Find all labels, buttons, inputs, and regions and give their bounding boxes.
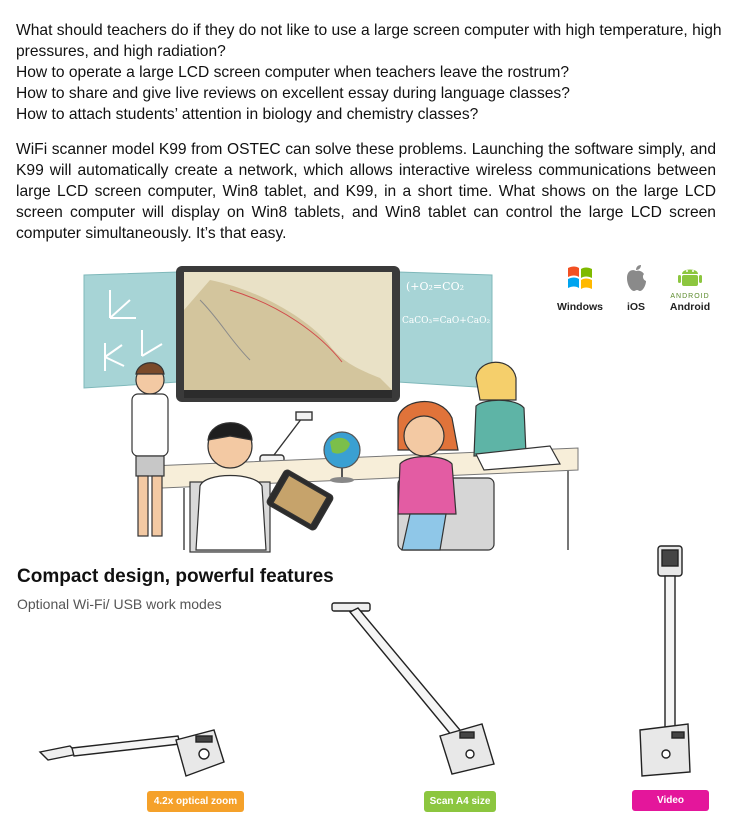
- intro-line: How to operate a large LCD screen computer when teachers leave the rostrum?: [16, 64, 569, 81]
- os-ios: [612, 262, 660, 313]
- os-label: Android: [669, 301, 711, 313]
- product-description: WiFi scanner model K99 from OSTEC can solve these problems. Launching the software simply, and K99 will automatically create a network, which allows interactive wireless communications between large LCD screen computer, Win8 tablet, and K99, in a short time. What shows on the large LCD screen computer will display on Win8 tablets, and Win8 tablet can control the large LCD screen computer simultaneously. It’s that easy.: [16, 141, 716, 242]
- feature-badge: Video: [632, 790, 709, 811]
- teacher-seated: [190, 423, 334, 552]
- os-support: [556, 262, 716, 314]
- formula-1: (+O₂=CO₂: [406, 280, 464, 293]
- os-android: [666, 262, 714, 313]
- windows-icon: [564, 262, 596, 294]
- intro-line: What should teachers do if they do not like to use a large screen computer with high temperature, high pressures, and high radiation?: [16, 22, 722, 60]
- feature-badge: Scan A4 size: [424, 791, 496, 812]
- device-folded: [40, 730, 224, 776]
- android-icon: [674, 262, 706, 288]
- student-standing: [132, 363, 168, 536]
- intro-line: How to share and give live reviews on excellent essay during language classes?: [16, 85, 570, 102]
- device-vertical: [640, 546, 690, 776]
- student-girl-blonde: [474, 362, 560, 470]
- features-subheading: Optional Wi-Fi/ USB work modes: [17, 596, 222, 612]
- os-label: Windows: [557, 301, 603, 313]
- android-wordmark: ANDROID: [670, 293, 710, 300]
- device-showcase: [0, 540, 740, 823]
- intro-questions: [16, 20, 728, 125]
- intro-line: How to attach students’ attention in biology and chemistry classes?: [16, 106, 479, 123]
- classroom-illustration: [80, 250, 580, 555]
- formula-2: CaCO₃=CaO+CaO₂: [402, 316, 491, 326]
- device-angled: [332, 603, 494, 774]
- os-windows: [556, 262, 604, 313]
- features-heading: Compact design, powerful features: [17, 566, 334, 587]
- os-label: iOS: [626, 301, 646, 313]
- left-board: [84, 272, 178, 388]
- apple-icon: [620, 262, 652, 294]
- feature-badge: 4.2x optical zoom: [147, 791, 244, 812]
